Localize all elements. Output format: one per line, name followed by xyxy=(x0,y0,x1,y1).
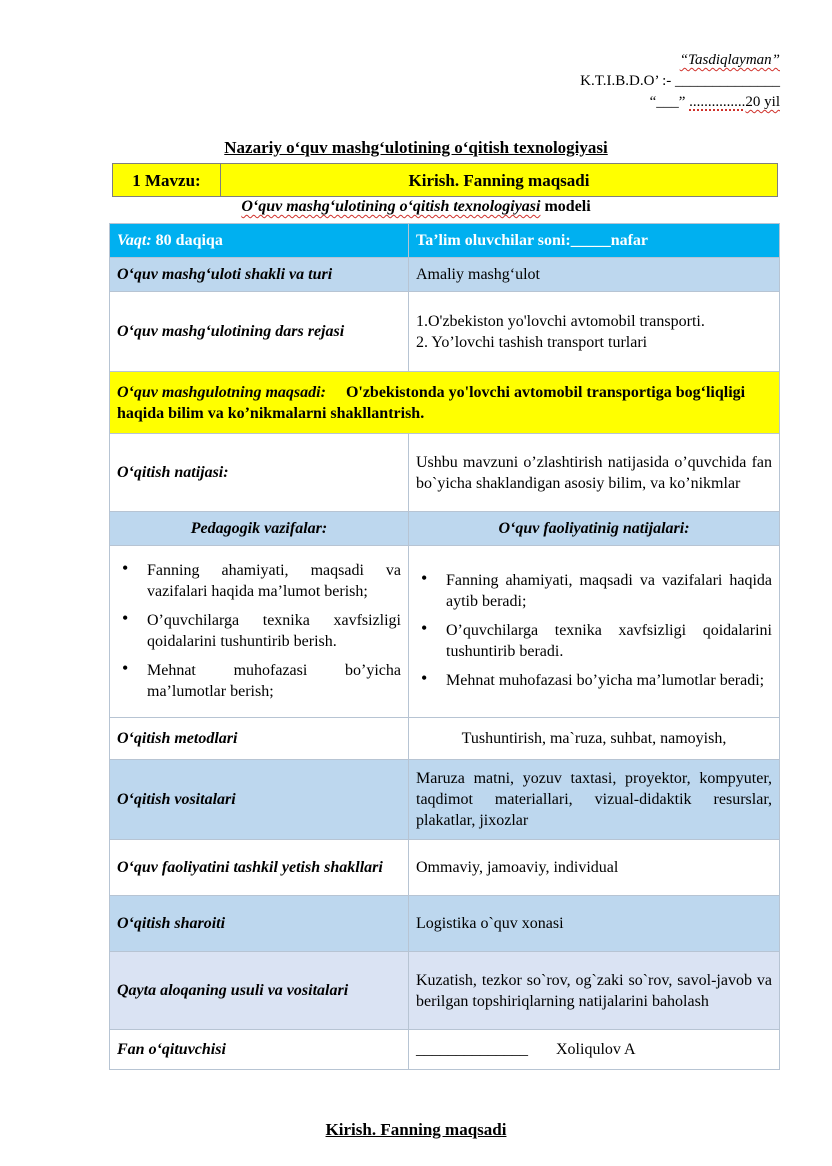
tools-label: O‘qitish vositalari xyxy=(110,760,409,840)
signature-line: ______________ xyxy=(416,1041,528,1058)
approval-position: K.T.I.B.D.O’ :- ______________ xyxy=(580,73,780,89)
approval-day: “___” xyxy=(649,94,686,110)
document-title: Nazariy o‘quv mashg‘ulotining o‘qitish texnologiyasi xyxy=(224,138,608,157)
goal-cell xyxy=(110,372,780,434)
list-item: • O’quvchilarga texnika xavfsizligi qoidalarini tushuntirib berish. xyxy=(117,610,401,652)
goal-value: O'zbekistonda yo'lovchi avtomobil transportiga bog‘liqligi haqida bilim va ko’nikmalarni shakllantrish. xyxy=(117,383,746,422)
plan-item-2: 2. Yo’lovchi tashish transport turlari xyxy=(416,333,648,351)
outcomes-header: O‘quv faoliyatinig natijalari: xyxy=(409,512,780,546)
section-title: Kirish. Fanning maqsadi xyxy=(325,1120,507,1139)
result-value: Ushbu mavzuni o’zlashtirish natijasida o’quvchida fan bo`yicha shaklandigan asosiy bilim, va ko’nikmlar xyxy=(409,434,780,512)
plan-item-1: 1.O'zbekiston yo'lovchi avtomobil transporti. xyxy=(416,312,705,330)
org-label: O‘quv faoliyatini tashkil yetish shakllari xyxy=(110,840,409,896)
time-value: 80 daqiqa xyxy=(151,232,223,249)
outcomes-list xyxy=(416,570,772,691)
topic-label: 1 Mavzu: xyxy=(113,164,221,197)
time-cell xyxy=(110,224,409,258)
tasks-list xyxy=(117,560,401,702)
goal-label: O‘quv mashgulotning maqsadi: xyxy=(117,383,326,401)
teacher-name: Xoliqulov A xyxy=(556,1041,636,1058)
tasks-header: Pedagogik vazifalar: xyxy=(110,512,409,546)
list-item: • Fanning ahamiyati, maqsadi va vazifalari haqida aytib beradi; xyxy=(416,570,772,612)
outcomes-list-cell xyxy=(409,546,780,718)
topic-table xyxy=(112,163,778,197)
approval-date xyxy=(580,92,780,113)
teacher-cell xyxy=(409,1030,780,1070)
approval-block xyxy=(580,50,780,113)
model-title: O‘quv mashg‘ulotining o‘qitish texnologiyasi modeli xyxy=(241,198,591,215)
list-item: • Mehnat muhofazasi bo’yicha ma’lumotlar beradi; xyxy=(416,670,772,691)
tools-value: Maruza matni, yozuv taxtasi, proyektor, kompyuter, taqdimot materiallari, vizual-didaktik resurslar, plakatlar, jixozlar xyxy=(409,760,780,840)
org-value: Ommaviy, jamoaviy, individual xyxy=(409,840,780,896)
result-label: O‘qitish natijasi: xyxy=(110,434,409,512)
conditions-value: Logistika o`quv xonasi xyxy=(409,896,780,952)
tasks-list-cell xyxy=(110,546,409,718)
methods-label: O‘qitish metodlari xyxy=(110,718,409,760)
topic-value: Kirish. Fanning maqsadi xyxy=(221,164,778,197)
list-item: • Fanning ahamiyati, maqsadi va vazifalari haqida ma’lumot berish; xyxy=(117,560,401,602)
model-table xyxy=(109,223,780,1070)
approval-title: “Tasdiqlayman” xyxy=(679,52,780,68)
feedback-label: Qayta aloqaning usuli va vositalari xyxy=(110,952,409,1030)
feedback-value: Kuzatish, tezkor so`rov, og`zaki so`rov, savol-javob va berilgan topshiriqlarning natijalarini baholash xyxy=(409,952,780,1030)
methods-value: Tushuntirish, ma`ruza, suhbat, namoyish, xyxy=(409,718,780,760)
time-label: Vaqt: xyxy=(117,232,152,249)
list-item: • Mehnat muhofazasi bo’yicha ma’lumotlar berish; xyxy=(117,660,401,702)
form-value: Amaliy mashg‘ulot xyxy=(409,258,780,292)
plan-label: O‘quv mashg‘ulotining dars rejasi xyxy=(110,292,409,372)
conditions-label: O‘qitish sharoiti xyxy=(110,896,409,952)
approval-month: ............... xyxy=(689,94,746,110)
approval-year: 20 yil xyxy=(745,94,780,110)
teacher-label: Fan o‘qituvchisi xyxy=(110,1030,409,1070)
students-count: Ta’lim oluvchilar soni:_____nafar xyxy=(409,224,780,258)
plan-value xyxy=(409,292,780,372)
form-label: O‘quv mashg‘uloti shakli va turi xyxy=(110,258,409,292)
list-item: • O’quvchilarga texnika xavfsizligi qoidalarini tushuntirib beradi. xyxy=(416,620,772,662)
